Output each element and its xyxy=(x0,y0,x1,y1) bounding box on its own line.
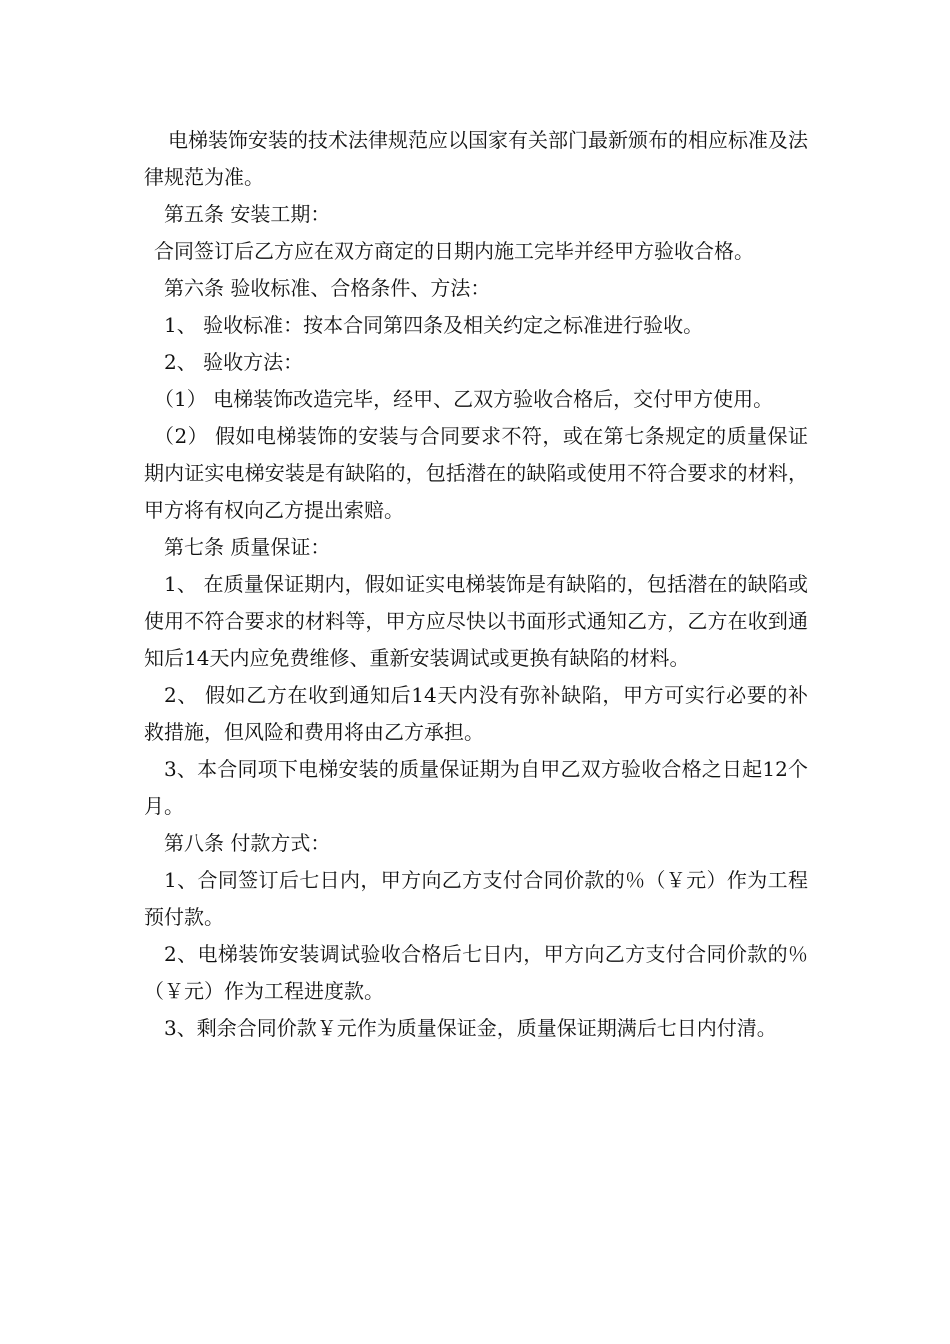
paragraph-payment-1: 1、合同签订后七日内，甲方向乙方支付合同价款的％（￥元）作为工程预付款。 xyxy=(144,868,808,929)
paragraph-acceptance-standard: 1、 验收标准：按本合同第四条及相关约定之标准进行验收。 xyxy=(164,313,704,337)
paragraph-method-2: （2） 假如电梯装饰的安装与合同要求不符，或在第七条规定的质量保证期内证实电梯安装是有缺陷的，包括潜在的缺陷或使用不符合要求的材料，甲方将有权向乙方提出索赔。 xyxy=(144,424,808,522)
paragraph-warranty-2: 2、 假如乙方在收到通知后14天内没有弥补缺陷，甲方可实行必要的补救措施，但风险和费用将由乙方承担。 xyxy=(144,683,808,744)
paragraph-acceptance-method: 2、 验收方法： xyxy=(164,350,304,374)
paragraph-warranty-3: 3、本合同项下电梯安装的质量保证期为自甲乙双方验收合格之日起12个月。 xyxy=(144,757,808,818)
heading-article-6: 第六条 验收标准、合格条件、方法： xyxy=(164,276,491,300)
paragraph-payment-2: 2、电梯装饰安装调试验收合格后七日内，甲方向乙方支付合同价款的％（￥元）作为工程进度款。 xyxy=(144,942,808,1003)
paragraph-warranty-1: 1、 在质量保证期内，假如证实电梯装饰是有缺陷的，包括潜在的缺陷或使用不符合要求的材料等，甲方应尽快以书面形式通知乙方，乙方在收到通知后14天内应免费维修、重新安装调试或更换有缺陷的材料。 xyxy=(144,572,808,670)
heading-article-8: 第八条 付款方式： xyxy=(164,831,331,855)
paragraph-schedule: 合同签订后乙方应在双方商定的日期内施工完毕并经甲方验收合格。 xyxy=(154,239,754,263)
document-body xyxy=(144,122,808,1047)
paragraph-payment-3: 3、剩余合同价款￥元作为质量保证金，质量保证期满后七日内付清。 xyxy=(164,1016,777,1040)
heading-article-5: 第五条 安装工期： xyxy=(164,202,331,226)
heading-article-7: 第七条 质量保证： xyxy=(164,535,331,559)
paragraph-method-1: （1） 电梯装饰改造完毕，经甲、乙双方验收合格后，交付甲方使用。 xyxy=(154,387,774,411)
paragraph-standards: 电梯装饰安装的技术法律规范应以国家有关部门最新颁布的相应标准及法律规范为准。 xyxy=(144,128,808,189)
